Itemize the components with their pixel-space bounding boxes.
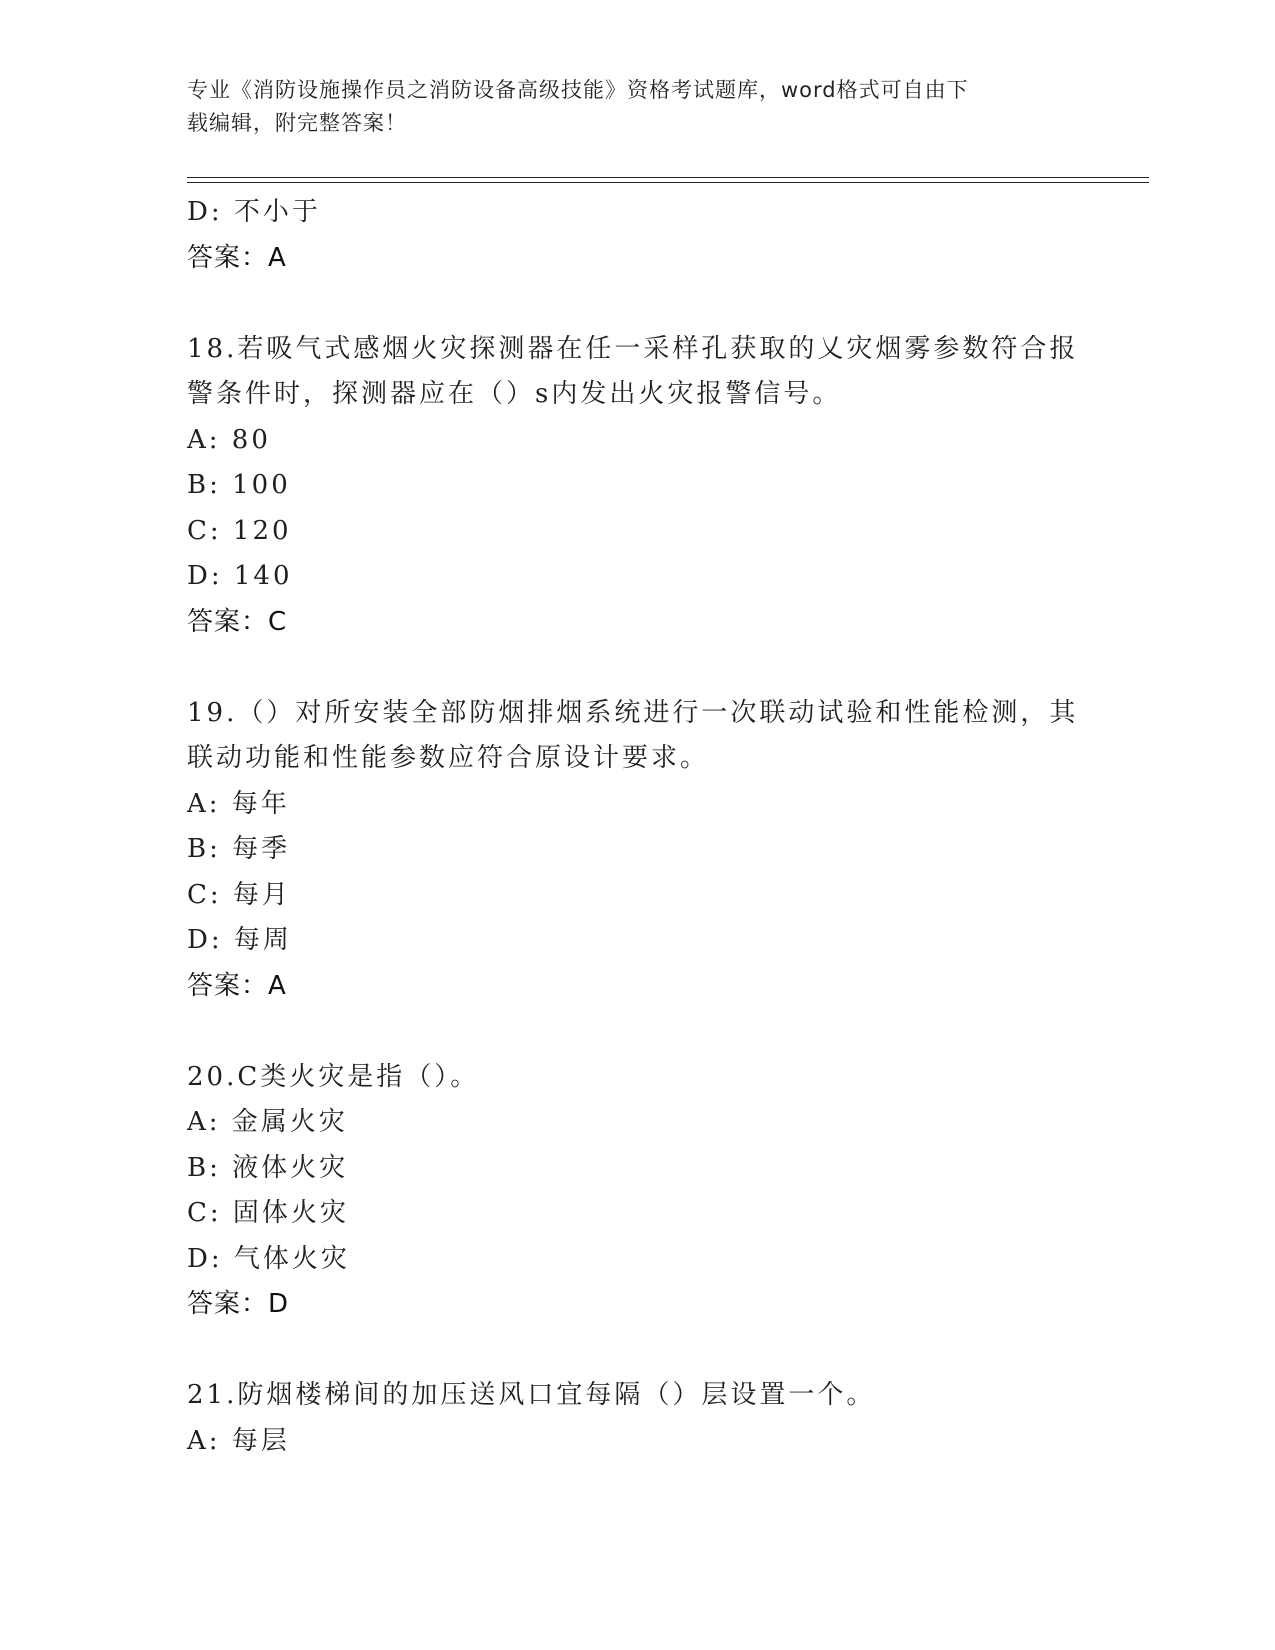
question-block bbox=[187, 691, 1087, 1010]
option-a: A: 80 bbox=[187, 424, 271, 455]
question-stem-line: 20.C类火灾是指（）。 bbox=[187, 1061, 480, 1092]
header-divider-top bbox=[187, 177, 1149, 178]
document-header bbox=[187, 74, 1067, 140]
question-stem-line: 警条件时，探测器应在（）s内发出火灾报警信号。 bbox=[187, 379, 842, 409]
header-divider-bottom bbox=[187, 182, 1149, 183]
option-d: D: 每周 bbox=[187, 925, 292, 955]
question-list bbox=[187, 190, 1087, 1464]
option-d: D: 不小于 bbox=[187, 197, 321, 227]
header-line-2: 载编辑，附完整答案！ bbox=[187, 111, 407, 135]
answer-line: 答案：A bbox=[187, 970, 287, 1001]
question-stem-line: 联动功能和性能参数应符合原设计要求。 bbox=[187, 743, 710, 773]
option-a: A: 每年 bbox=[187, 788, 290, 819]
option-d: D: 140 bbox=[187, 561, 293, 591]
option-b: B: 100 bbox=[187, 470, 291, 500]
question-block bbox=[187, 1055, 1087, 1328]
answer-line: 答案：D bbox=[187, 1289, 290, 1319]
question-stem-line: 18.若吸气式感烟火灾探测器在任一采样孔获取的乂灾烟雾参数符合报 bbox=[187, 333, 1079, 364]
option-c: C: 120 bbox=[187, 515, 292, 546]
question-stem-line: 21.防烟楼梯间的加压送风口宜每隔（）层设置一个。 bbox=[187, 1380, 876, 1410]
spacer bbox=[187, 1328, 1087, 1374]
spacer bbox=[187, 281, 1087, 327]
answer-line: 答案：A bbox=[187, 242, 287, 273]
option-a: A: 每层 bbox=[187, 1425, 290, 1456]
option-d: D: 气体火灾 bbox=[187, 1243, 350, 1274]
option-b: B: 每季 bbox=[187, 834, 291, 864]
question-stem-line: 19.（）对所安装全部防烟排烟系统进行一次联动试验和性能检测，其 bbox=[187, 697, 1079, 728]
option-b: B: 液体火灾 bbox=[187, 1152, 349, 1183]
option-c: C: 固体火灾 bbox=[187, 1198, 349, 1228]
header-line-1: 专业《消防设施操作员之消防设备高级技能》资格考试题库，word格式可自由下 bbox=[187, 78, 969, 102]
option-a: A: 金属火灾 bbox=[187, 1107, 348, 1137]
question-block bbox=[187, 1373, 1087, 1464]
question-block bbox=[187, 327, 1087, 646]
answer-line: 答案：C bbox=[187, 606, 288, 637]
spacer bbox=[187, 645, 1087, 691]
spacer bbox=[187, 1009, 1087, 1055]
option-c: C: 每月 bbox=[187, 879, 291, 910]
